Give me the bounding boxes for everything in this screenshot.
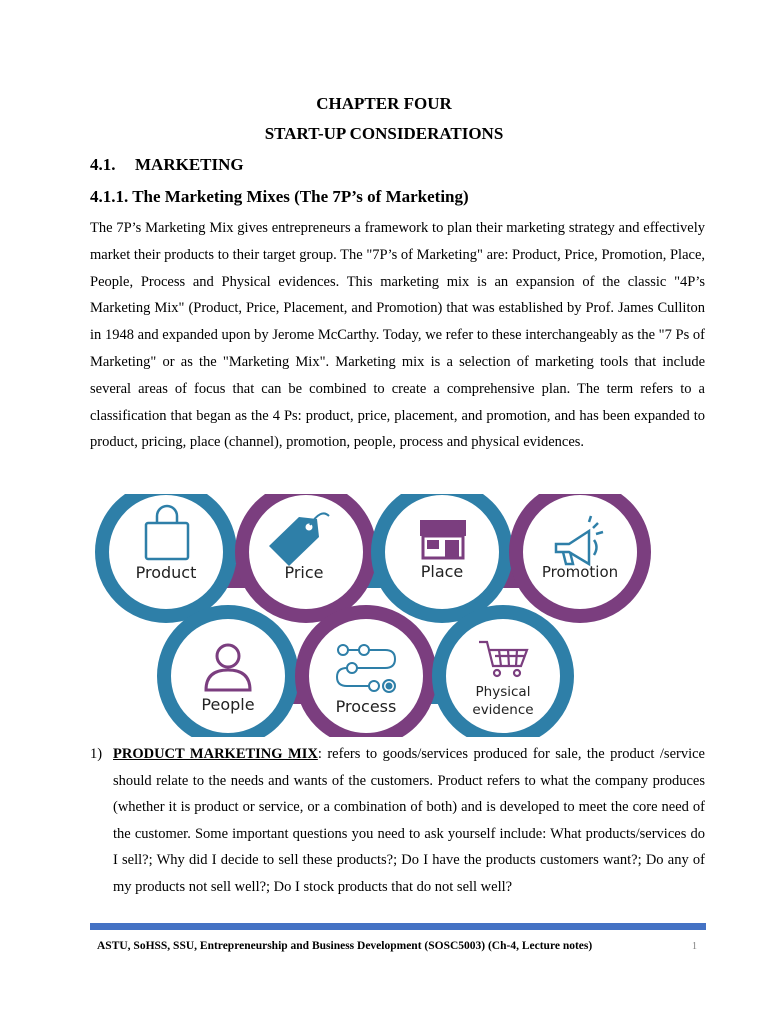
footer-divider — [90, 923, 706, 930]
section-title: MARKETING — [135, 155, 244, 174]
section-number: 4.1. — [90, 155, 116, 174]
list-item-content — [113, 741, 705, 901]
mix-item-label: Promotion — [541, 563, 619, 581]
mix-item-label: Place — [420, 562, 464, 581]
list-item-lead: PRODUCT MARKETING MIX — [113, 746, 318, 762]
mix-item-label: Process — [335, 697, 397, 716]
mix-item-process — [302, 612, 430, 737]
mix-item-label: Price — [284, 563, 324, 582]
mix-item-product — [102, 494, 230, 616]
list-item — [90, 741, 705, 901]
mix-item-place — [378, 494, 506, 616]
list-item-text: refers to goods/services produced for sale, the product /service should relate to the needs and wants of the customers. Product refers to what the company produces (whether it is product or service, or a combination of both) and is developed to meet the core need of the customer. Some important questions you need to ask yourself include: What products/services do I sell?; Why did I decide to sell these products?; Do I have the products customers want?; Do any of my products not sell well?; Do I stock products that do not sell well? — [113, 746, 705, 895]
mix-item-people — [164, 612, 292, 737]
section-heading — [90, 155, 244, 175]
mix-item-physical-evidence — [439, 612, 567, 737]
chapter-title: CHAPTER FOUR — [316, 94, 452, 113]
footer-text: ASTU, SoHSS, SSU, Entrepreneurship and Business Development (SOSC5003) (Ch-4, Lecture notes) — [97, 940, 593, 952]
marketing-mix-diagram — [89, 494, 651, 737]
mix-item-label: Physical — [475, 684, 531, 700]
mix-item-label: evidence — [472, 702, 534, 718]
page-number: 1 — [692, 941, 697, 952]
subsection-heading: 4.1.1. The Marketing Mixes (The 7P’s of Marketing) — [90, 187, 469, 206]
mix-item-label: Product — [135, 563, 197, 582]
mix-item-label: People — [201, 695, 255, 714]
intro-paragraph: The 7P’s Marketing Mix gives entrepreneurs a framework to plan their marketing strategy and effectively market their products to their target group. The "7P’s of Marketing" are: Product, Price, Promotion, Place, People, Process and Physical evidences. This marketing mix is an expansion of the classic "4P’s Marketing Mix" (Product, Price, Placement, and Promotion) that was established by Prof. James Culliton in 1948 and expanded upon by Jerome McCarthy. Today, we refer to these interchangeably as the "7 Ps of Marketing" or as the "Marketing Mix". Marketing mix is a selection of marketing tools that include several areas of focus that can be combined to create a comprehensive plan. The term refers to a classification that began as the 4 Ps: product, price, placement, and promotion, and has been expanded to product, pricing, place (channel), promotion, people, process and physical evidences. — [90, 220, 705, 451]
mix-item-price — [242, 494, 370, 616]
list-item-separator: : — [317, 746, 322, 762]
mix-item-promotion — [516, 494, 644, 616]
chapter-subtitle: START-UP CONSIDERATIONS — [264, 124, 504, 143]
list-marker: 1) — [90, 746, 103, 762]
